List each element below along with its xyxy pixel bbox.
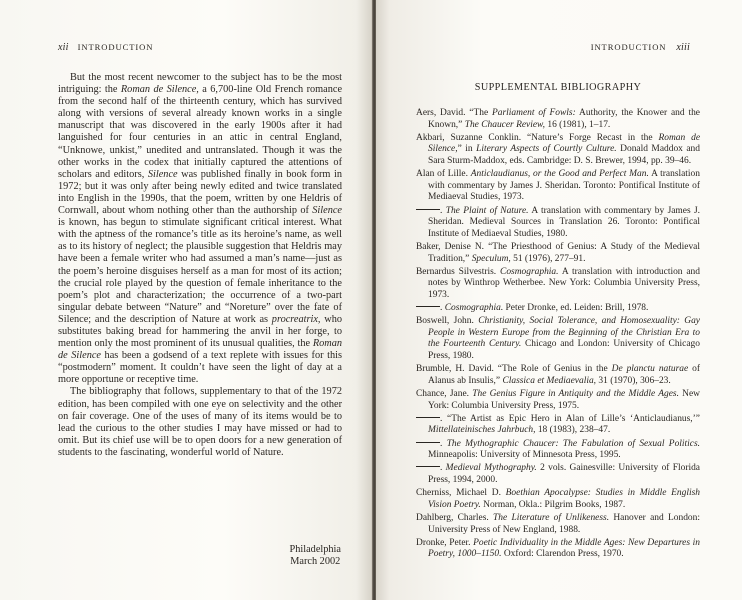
italic-title: Anticlaudianus, or the Good and Perfect Man. [470, 169, 649, 180]
page-number: xiii [676, 42, 690, 53]
text-run: Boswell, John. [416, 316, 479, 327]
italic-title: The Plaint of Nature. [445, 205, 529, 216]
italic-title: The Genius Figure in Antiquity and the Middle Ages. [472, 389, 679, 399]
text-run: The bibliography that follows, supplementary to that of the 1972 edition, has been compiled with one eye on selectivity and the other on fair coverage. One of the uses of many of its items would be to lead the curious to the other studies I may have missed or had to omit. But its chief use will be to open doors for a new generation of students to the fascinating, wonderful world of Nature. [58, 386, 342, 458]
italic-title: The Mythographic Chaucer: The Fabulation of Sexual Politics. [446, 438, 701, 449]
text-run: Authority, the Knower and the Known,” [428, 108, 700, 130]
book-spine [372, 0, 376, 600]
text-run: A translation with introduction and notes by Winthrop Wetherbee. New York: Columbia University Press, 1973. [428, 266, 700, 300]
text-run: 18 (1983), 238–47. [535, 425, 611, 436]
italic-title: Mittellateinisches Jahrbuch, [428, 425, 536, 436]
text-run: Dronke, Peter. [416, 537, 474, 548]
italic-title: Classica et Mediaevalia, [502, 375, 597, 386]
italic-title: Parliament of Fowls: [492, 108, 576, 118]
text-run: Norman, Okla.: Pilgrim Books, 1987. [480, 499, 626, 510]
bibliography-entry [416, 303, 700, 315]
text-run: of Alanus ab Insulis,” [428, 364, 700, 386]
repeat-author-dash [416, 209, 440, 210]
signoff-place: Philadelphia [289, 544, 341, 555]
text-run: Baker, Denise N. “The Priesthood of Genius: A Study of the Medieval Tradition,” [416, 241, 700, 264]
page-number: xii [58, 42, 69, 53]
italic-title: Cosmographia. [500, 266, 559, 277]
text-run: Dahlberg, Charles. [416, 512, 494, 523]
bibliography-entry [416, 513, 700, 536]
text-run: a 6,700-line Old French romance from the second half of the thirteenth century, which has survived along with versions of several already known works in a single manuscript that was discovered in the early 1900s after it had languished for four centuries in an attic in central England, “Unknowe, unkist,” unedited and untranslated. Though it was the other works in the codex that initially captured the attentions of scholars and editors, [58, 84, 343, 180]
text-run: has been a godsend of a text replete with issues for this “postmodern” moment. It couldn’t have seen the light of day at a more opportune or receptive time. [58, 350, 342, 386]
italic-title: Boethian Apocalypse: Studies in Middle English Vision Poetry. [428, 488, 700, 510]
introduction-body [58, 72, 342, 459]
italic-title: Poetic Individuality in the Middle Ages: New Departures in Poetry, 1000–1150. [428, 537, 700, 560]
repeat-author-dash [416, 417, 440, 418]
bibliography-entry [416, 389, 700, 412]
text-run: Akbari, Suzanne Conklin. “Nature’s Forge Recast in the [416, 132, 659, 143]
text-run: Hanover and London: University Press of New England, 1988. [428, 512, 700, 535]
italic-title: The Literature of Unlikeness. [493, 512, 610, 523]
text-run: Oxford: Clarendon Press, 1970. [501, 549, 624, 560]
italic-title: Roman de Silence, [120, 84, 199, 96]
italic-title: procreatrix, [271, 313, 321, 325]
text-run: . “The Artist as Epic Hero in Alan of Lille’s ‘Anticlaudianus,’” [440, 413, 700, 424]
repeat-author-dash [416, 306, 440, 307]
text-run: A translation with commentary by James J. Sheridan. Toronto: Pontifical Institute of Mediaeval Studies, 1973. [428, 169, 700, 203]
italic-title: The Chaucer Review, [464, 119, 545, 130]
text-run: Bernardus Silvestris. [416, 266, 501, 277]
text-run: ” in [457, 144, 477, 155]
text-run: was published finally in book form in 1972; but it was only after being newly edited and twice translated into English in the 1990s, that the poem, written by one Heldris of Cornwall, about whom nothing other than the authorship of [58, 168, 342, 217]
text-run: Chicago and London: University of Chicago Press, 1980. [428, 339, 700, 362]
bibliography-list [416, 108, 700, 562]
italic-title: Medieval Mythography. [445, 463, 537, 474]
section-title: SUPPLEMENTAL BIBLIOGRAPHY [474, 82, 642, 93]
text-run: Cherniss, Michael D. [416, 488, 506, 499]
bibliography-entry [416, 133, 700, 168]
repeat-author-dash [416, 442, 440, 443]
text-run: . [440, 303, 445, 314]
text-run: 31 (1970), 306–23. [596, 375, 671, 386]
text-run: New York: Columbia University Press, 1975. [428, 389, 700, 411]
italic-title: Literary Aspects of Courtly Culture. [476, 144, 617, 155]
text-run: Brumble, H. David. “The Role of Genius in the [416, 364, 612, 375]
signoff [290, 544, 341, 569]
text-run: who substitutes baking bread for hammering the anvil in her forge, to mention only the most prominent of its unusual qualities, the [58, 313, 342, 350]
bibliography-entry [416, 439, 700, 462]
bibliography-entry [416, 242, 700, 265]
italic-title: De planctu naturae [611, 364, 689, 375]
bibliography-entry [416, 108, 700, 131]
signoff-date: March 2002 [290, 556, 341, 568]
text-run: . [440, 438, 447, 449]
bibliography-entry [416, 316, 700, 362]
text-run: 51 (1976), 277–91. [510, 253, 586, 264]
running-head-title: INTRODUCTION [590, 42, 667, 52]
italic-title: Cosmographia. [444, 303, 504, 314]
text-run: is known, has begun to stimulate significant critical interest. What with the aptness of the romance’s title as its heroine’s name, as well as to its history of neglect; the plausible suggestion that Heldris may have been a female writer who had assumed a man’s name—just as the poem’s heroine disguises herself as a man for most of its action; the crucial role played by the question of female inheritance to the poem’s plot and characterization; the occurrence of a two-part singular debate between “Nature” and “Noreture” over the fate of Silence; and the description of Nature at work as [58, 217, 342, 325]
italic-title: Christianity, Social Tolerance, and Homosexuality: Gay People in Western Europe from the Beginning of the Christian Era to the Fourteenth Century. [428, 316, 701, 350]
text-run: Aers, David. “The [416, 108, 493, 118]
bibliography-entry [416, 538, 700, 561]
text-run: Chance, Jane. [416, 389, 473, 399]
bibliography-entry [416, 488, 700, 511]
text-run: But the most recent newcomer to the subject has to be the most intriguing: the [58, 72, 342, 96]
bibliography-entry [416, 206, 700, 241]
italic-title: Silence [312, 205, 342, 217]
bibliography-entry [416, 463, 700, 486]
italic-title: Roman de Silence [58, 338, 342, 362]
right-running-head [591, 42, 690, 53]
italic-title: Speculum, [471, 253, 511, 264]
text-run: Minneapolis: University of Minnesota Press, 1995. [428, 450, 621, 461]
bibliography-entry [416, 267, 700, 302]
bibliography-entry [416, 414, 700, 437]
italic-title: Silence [147, 168, 178, 180]
text-run: 16 (1981), 1–17. [545, 119, 611, 130]
running-head-title: INTRODUCTION [77, 42, 154, 52]
text-run: Peter Dronke, ed. Leiden: Brill, 1978. [503, 303, 649, 314]
text-run: 2 vols. Gainesville: University of Florida Press, 1994, 2000. [428, 463, 700, 485]
text-run: . [440, 463, 446, 474]
bibliography-entry [416, 169, 700, 204]
left-running-head [58, 42, 153, 53]
text-run: Donald Maddox and Sara Sturm-Maddox, eds. Cambridge: D. S. Brewer, 1994, pp. 39–46. [428, 144, 700, 166]
repeat-author-dash [416, 466, 440, 467]
text-run: . [440, 205, 446, 216]
text-run: Alan of Lille. [416, 169, 471, 180]
italic-title: Roman de Silence, [428, 132, 701, 155]
text-run: A translation with commentary by James J. Sheridan. Medieval Sources in Translation 26. Toronto: Pontifical Institute of Mediaeval Studies, 1980. [428, 205, 701, 239]
paragraph [58, 386, 342, 459]
bibliography-entry [416, 364, 700, 387]
paragraph [58, 72, 342, 386]
